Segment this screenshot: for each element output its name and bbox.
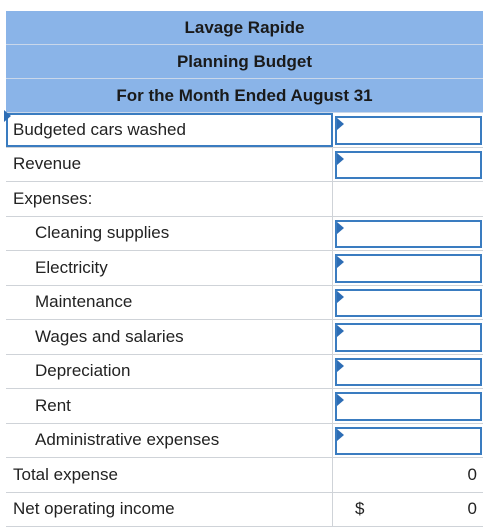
total-expense-label: Total expense xyxy=(6,458,333,492)
net-operating-income-label: Net operating income xyxy=(6,493,333,527)
budgeted-cars-label: Budgeted cars washed xyxy=(6,113,333,147)
electricity-input[interactable] xyxy=(335,254,482,283)
row-electricity xyxy=(6,251,483,286)
row-depreciation xyxy=(6,355,483,390)
cleaning-supplies-label: Cleaning supplies xyxy=(6,217,333,251)
row-maintenance xyxy=(6,286,483,321)
total-expense-value: 0 xyxy=(467,464,477,484)
budget-period: For the Month Ended August 31 xyxy=(6,79,483,113)
cell-indicator-icon xyxy=(337,256,344,268)
administrative-expenses-label: Administrative expenses xyxy=(6,424,333,458)
cleaning-supplies-input[interactable] xyxy=(335,220,482,249)
row-total-expense xyxy=(6,458,483,493)
cell-indicator-icon xyxy=(337,394,344,406)
budget-title: Planning Budget xyxy=(6,45,483,79)
maintenance-label: Maintenance xyxy=(6,286,333,320)
row-net-operating-income xyxy=(6,493,483,528)
depreciation-label: Depreciation xyxy=(6,355,333,389)
cell-indicator-icon xyxy=(337,325,344,337)
rent-label: Rent xyxy=(6,389,333,423)
rent-input[interactable] xyxy=(335,392,482,421)
row-revenue xyxy=(6,148,483,183)
revenue-input[interactable] xyxy=(335,151,482,180)
cell-indicator-icon xyxy=(337,118,344,130)
cell-indicator-icon xyxy=(4,110,11,122)
row-budgeted-cars xyxy=(6,113,483,148)
net-operating-income-value: 0 xyxy=(467,499,477,519)
wages-salaries-label: Wages and salaries xyxy=(6,320,333,354)
row-administrative-expenses xyxy=(6,424,483,459)
row-expenses xyxy=(6,182,483,217)
cell-indicator-icon xyxy=(337,360,344,372)
budgeted-cars-input[interactable] xyxy=(335,116,482,145)
cell-indicator-icon xyxy=(337,429,344,441)
cell-indicator-icon xyxy=(337,222,344,234)
administrative-expenses-input[interactable] xyxy=(335,427,482,456)
cell-indicator-icon xyxy=(337,153,344,165)
expenses-label: Expenses: xyxy=(6,182,333,216)
company-name: Lavage Rapide xyxy=(6,11,483,45)
maintenance-input[interactable] xyxy=(335,289,482,318)
revenue-label: Revenue xyxy=(6,148,333,182)
depreciation-input[interactable] xyxy=(335,358,482,387)
planning-budget-sheet xyxy=(6,11,483,527)
currency-symbol: $ xyxy=(355,499,365,519)
cell-indicator-icon xyxy=(337,291,344,303)
wages-salaries-input[interactable] xyxy=(335,323,482,352)
electricity-label: Electricity xyxy=(6,251,333,285)
row-wages-salaries xyxy=(6,320,483,355)
row-cleaning-supplies xyxy=(6,217,483,252)
row-rent xyxy=(6,389,483,424)
